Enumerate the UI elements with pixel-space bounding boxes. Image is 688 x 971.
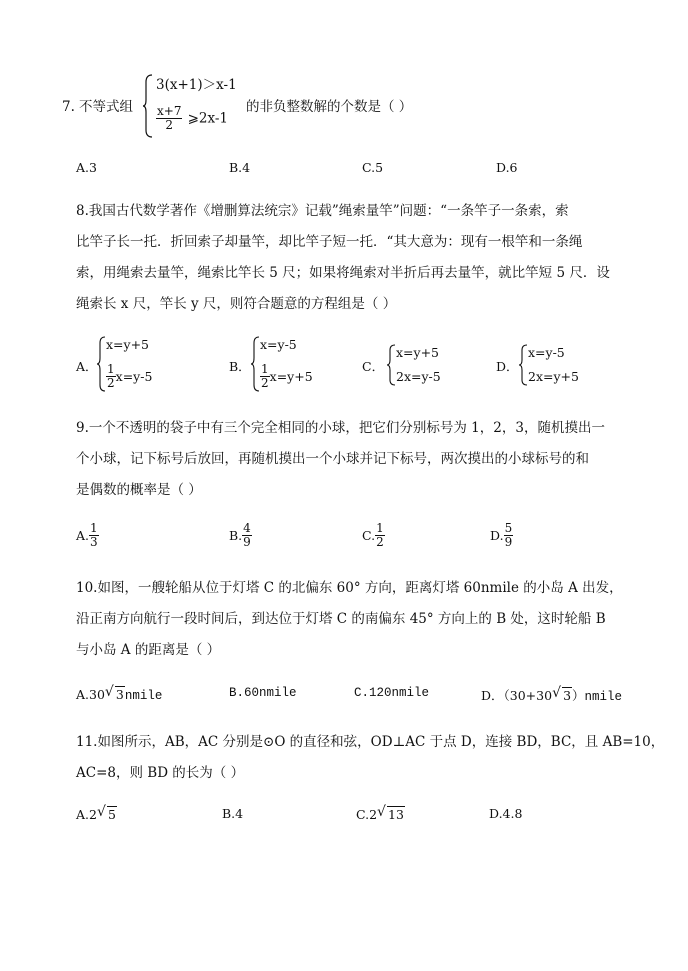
q8-option-a-frac-den: 2: [107, 376, 115, 390]
q7-number: 7.: [62, 99, 75, 115]
q7-fraction-num: x+7: [157, 104, 182, 118]
q8-option-d-brace-icon: [518, 344, 528, 386]
q8-option-b-frac-den: 2: [261, 376, 269, 390]
q8-option-a-eq1: x=y+5: [106, 337, 150, 352]
q10-option-b: B.60nmile: [229, 686, 297, 700]
q9-option-d: [490, 522, 513, 549]
q8-option-a-frac-num: 1: [107, 362, 115, 376]
q10-option-d: [481, 686, 622, 704]
q8-option-c-label: C．: [362, 359, 385, 374]
q8-option-b-eq2: [260, 363, 313, 390]
q10-option-a-radicand: 3: [115, 687, 124, 702]
q11-option-a: [76, 806, 117, 822]
q8-option-a-label: A．: [76, 359, 98, 374]
q11-option-d: D.4.8: [489, 806, 523, 821]
q8-option-b-eq1: x=y-5: [260, 337, 297, 352]
q9-option-a: [76, 522, 99, 549]
q10-option-a: [76, 686, 162, 703]
q10-line-3: 与小岛 A 的距离是（ ）: [76, 642, 221, 658]
q8-option-c-brace-icon: [386, 344, 396, 386]
q7-option-a: A.3: [76, 160, 97, 175]
q10-option-a-sqrt: [105, 686, 125, 702]
sqrt-icon: √: [96, 804, 106, 820]
q10-option-d-unit: ）nmile: [572, 690, 623, 704]
q8-line-2: 比竿子长一托．折回索子却量竿，却比竿子短一托．“其大意为：现有一根竿和一条绳: [76, 234, 583, 250]
q8-option-d-eq1: x=y-5: [528, 345, 565, 360]
q7-fraction-den: 2: [165, 118, 174, 132]
q9-line-3: 是偶数的概率是（ ）: [76, 482, 202, 498]
q11-option-c-radicand: 13: [388, 807, 404, 822]
q9-option-d-label: D.: [490, 528, 504, 543]
q7-option-d: D.6: [496, 160, 518, 175]
q9-option-c-label: C.: [362, 528, 376, 543]
q11-option-c-sqrt: [377, 806, 405, 822]
q8-option-a-brace-icon: [96, 336, 106, 392]
q8-option-b-label: B．: [229, 359, 251, 374]
q8-option-a-eq2-text: x=y-5: [115, 369, 153, 384]
q9-option-c-den: 2: [376, 535, 384, 549]
q9-option-d-num: 5: [504, 521, 513, 535]
q7-inequality-2-rest: ⩾2x-1: [187, 110, 228, 127]
q7-fraction: [156, 105, 182, 132]
sqrt-icon: √: [377, 804, 386, 820]
q9-option-b: [229, 522, 252, 549]
q8-line-3: 索，用绳索去量竿，绳索比竿长 5 尺；如果将绳索对半折后再去量竿，就比竿短 5 尺．设: [76, 265, 610, 281]
q8-option-d-eq2: 2x=y+5: [528, 369, 579, 384]
q8-option-a-eq2: [106, 363, 152, 390]
q10-option-a-unit: nmile: [124, 689, 163, 703]
q11-option-a-label: A.2: [76, 807, 97, 822]
q9-line-2: 个小球，记下标号后放回，再随机摸出一个小球并记下标号，两次摸出的小球标号的和: [76, 451, 589, 467]
q8-line-1: 8.我国古代数学著作《增删算法统宗》记载”绳索量竿”问题：“一条竿子一条索，索: [76, 203, 569, 219]
q7-option-c: C.5: [362, 160, 384, 175]
q7-tail: 的非负整数解的个数是（ ）: [246, 99, 413, 115]
q7-system-brace-icon: [142, 74, 154, 138]
q9-option-b-num: 4: [243, 521, 251, 535]
q10-line-2: 沿正南方向航行一段时间后，到达位于灯塔 C 的南偏东 45° 方向上的 B 处，这时轮船 B: [76, 611, 606, 627]
q9-option-b-den: 9: [243, 535, 251, 549]
q9-option-b-label: B.: [229, 528, 243, 543]
q8-option-b-frac-num: 1: [261, 362, 269, 376]
q8-line-4: 绳索长 x 尺，竿长 y 尺，则符合题意的方程组是（ ）: [76, 296, 397, 312]
q11-option-b: B.4: [222, 806, 244, 821]
q9-option-a-label: A.: [76, 528, 90, 543]
q9-option-c: [362, 522, 385, 549]
q10-line-1: 10.如图，一艘轮船从位于灯塔 C 的北偏东 60° 方向，距离灯塔 60nmile 的小岛 A 出发，: [76, 580, 623, 596]
q11-option-a-radicand: 5: [107, 807, 116, 822]
q9-option-c-num: 1: [376, 521, 384, 535]
q7-option-b: B.4: [229, 160, 251, 175]
q11-option-c: [356, 806, 405, 822]
q11-line-1: 11.如图所示，AB，AC 分别是⊙O 的直径和弦，OD⊥AC 于点 D，连接 BD，BC，且 AB=10，: [76, 734, 665, 750]
q10-option-d-sqrt: [552, 687, 572, 703]
q11-option-c-label: C.2: [356, 807, 378, 822]
q10-option-a-label: A.30: [76, 687, 105, 702]
q7-inequality-1: 3(x+1)＞x-1: [156, 77, 237, 93]
q8-option-b-eq2-text: x=y+5: [269, 369, 313, 384]
q10-option-d-radicand: 3: [563, 688, 572, 703]
q8-option-d-label: D．: [496, 359, 519, 374]
q9-option-a-num: 1: [90, 521, 98, 535]
q8-option-c-eq2: 2x=y-5: [396, 369, 441, 384]
q11-line-2: AC=8，则 BD 的长为（ ）: [76, 765, 245, 781]
sqrt-icon: √: [104, 684, 114, 700]
q7-lead: 不等式组: [79, 99, 133, 115]
q8-option-b-brace-icon: [250, 336, 260, 392]
q7-inequality-2: [156, 105, 228, 132]
q9-option-a-den: 3: [90, 535, 98, 549]
q10-option-d-label: D．（30+30: [481, 688, 553, 703]
q9-option-d-den: 9: [504, 535, 513, 549]
sqrt-icon: √: [552, 685, 561, 701]
q10-option-c: C.120nmile: [354, 686, 430, 700]
q8-option-c-eq1: x=y+5: [396, 345, 440, 360]
q9-line-1: 9.一个不透明的袋子中有三个完全相同的小球，把它们分别标号为 1，2，3，随机摸出一: [76, 420, 605, 436]
q11-option-a-sqrt: [97, 806, 117, 822]
